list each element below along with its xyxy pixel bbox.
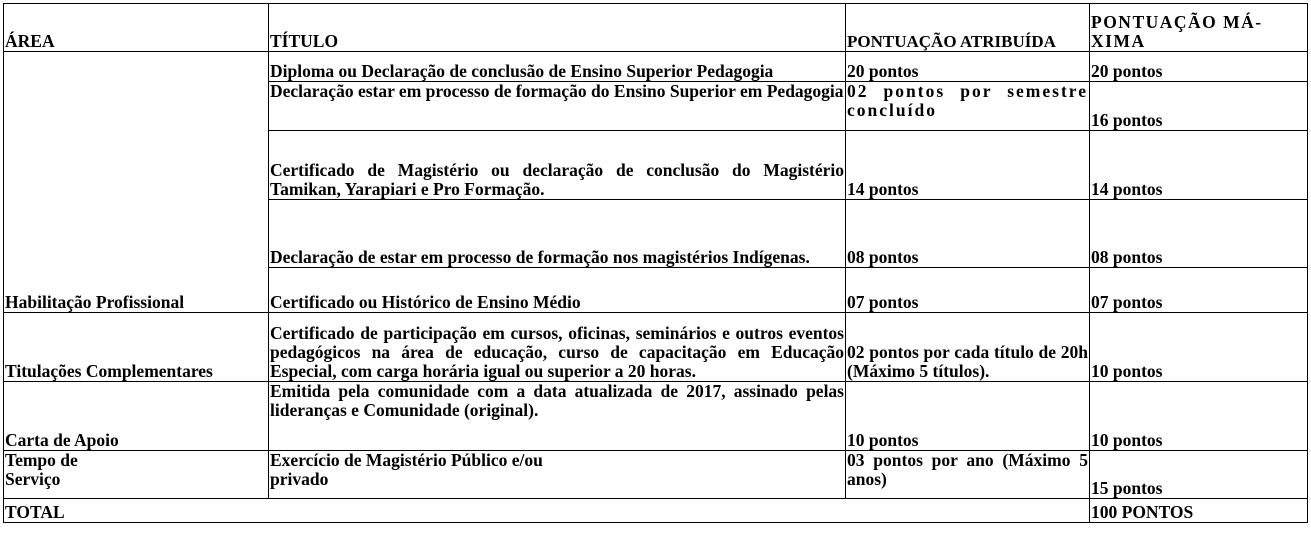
total-label: TOTAL <box>4 499 1090 523</box>
header-row <box>4 4 1308 52</box>
header-pontuacao-maxima-line1: PONTUAÇÃO MÁ- <box>1091 12 1263 32</box>
row-maxima: 07 pontos <box>1090 268 1308 313</box>
row-maxima: 16 pontos <box>1090 82 1308 131</box>
row-maxima: 15 pontos <box>1090 451 1308 499</box>
row-titulo: Certificado de participação em cursos, oficinas, seminários e outros eventos pedagógicos na área de educação, curso de capacitação em Educação Especial, com carga horária igual ou superior a 20 horas. <box>269 313 846 382</box>
row-titulo: Certificado de Magistério ou declaração de conclusão do Magistério Tamikan, Yarapiari e Pro Formação. <box>269 131 846 200</box>
row-maxima: 14 pontos <box>1090 131 1308 200</box>
header-pontuacao-atribuida: PONTUAÇÃO ATRIBUÍDA <box>846 4 1090 52</box>
row-titulo: Emitida pela comunidade com a data atualizada de 2017, assinado pelas lideranças e Comunidade (original). <box>269 382 846 451</box>
row-titulo: Declaração de estar em processo de formação nos magistérios Indígenas. <box>269 200 846 268</box>
total-row <box>4 499 1308 523</box>
header-pontuacao-maxima <box>1090 4 1308 52</box>
row-atribuida: 02 pontos por cada título de 20h (Máximo 5 títulos). <box>846 313 1090 382</box>
header-area: ÁREA <box>4 4 269 52</box>
total-value: 100 PONTOS <box>1090 499 1308 523</box>
row-atribuida: 08 pontos <box>846 200 1090 268</box>
row-titulo: Exercício de Magistério Público e/ou privado <box>269 451 846 499</box>
table-row <box>4 451 1308 499</box>
row-maxima: 10 pontos <box>1090 313 1308 382</box>
area-tempo: Tempo de Serviço <box>4 451 269 499</box>
row-atribuida: 10 pontos <box>846 382 1090 451</box>
row-maxima: 10 pontos <box>1090 382 1308 451</box>
row-atribuida: 07 pontos <box>846 268 1090 313</box>
header-pontuacao-maxima-line2: XIMA <box>1091 31 1146 51</box>
row-maxima: 08 pontos <box>1090 200 1308 268</box>
scoring-table <box>3 3 1308 523</box>
area-carta: Carta de Apoio <box>4 382 269 451</box>
row-atribuida: 02 pontos por semestre concluído <box>846 82 1090 131</box>
row-atribuida: 14 pontos <box>846 131 1090 200</box>
table-row <box>4 382 1308 451</box>
area-titulacoes: Titulações Complementares <box>4 313 269 382</box>
row-maxima: 20 pontos <box>1090 52 1308 82</box>
table-row <box>4 52 1308 82</box>
row-titulo: Declaração estar em processo de formação do Ensino Superior em Pedagogia <box>269 82 846 131</box>
row-titulo: Diploma ou Declaração de conclusão de Ensino Superior Pedagogia <box>269 52 846 82</box>
area-habilitacao: Habilitação Profissional <box>4 52 269 313</box>
row-atribuida: 20 pontos <box>846 52 1090 82</box>
row-titulo: Certificado ou Histórico de Ensino Médio <box>269 268 846 313</box>
header-titulo: TÍTULO <box>269 4 846 52</box>
table-row <box>4 313 1308 382</box>
row-atribuida: 03 pontos por ano (Máximo 5 anos) <box>846 451 1090 499</box>
